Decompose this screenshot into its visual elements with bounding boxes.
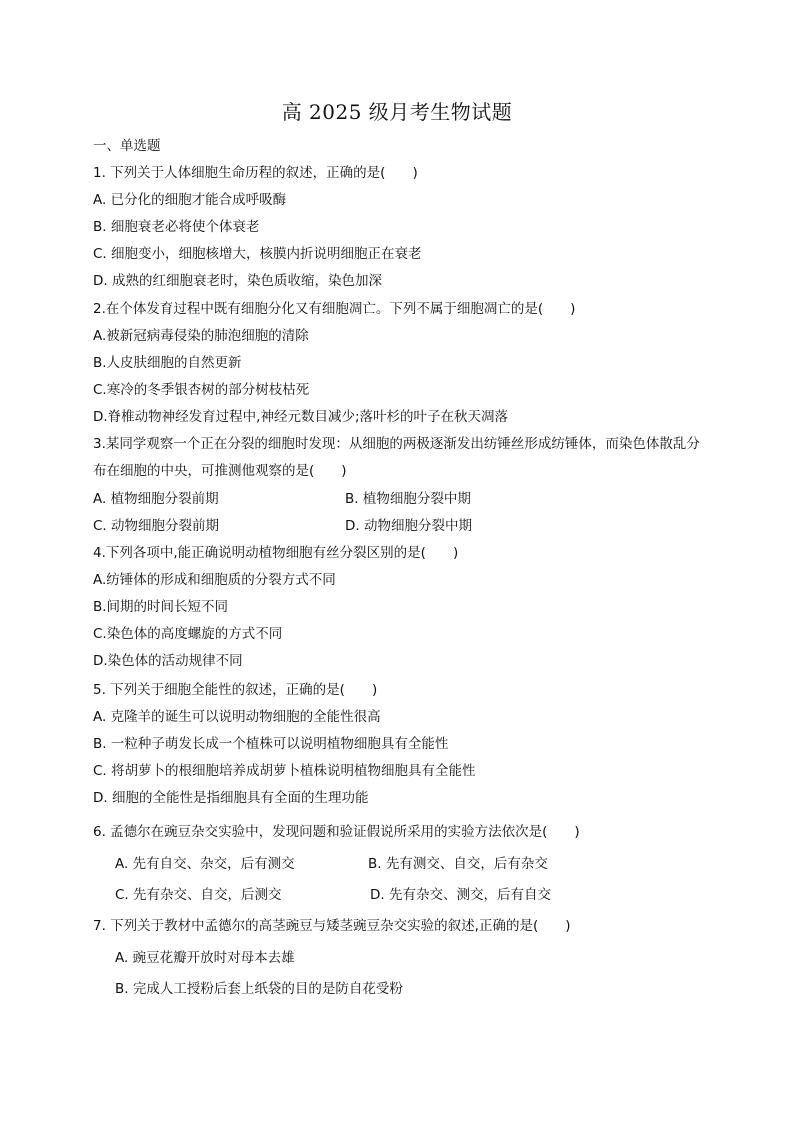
question-5-option-b: B. 一粒种子萌发长成一个植株可以说明植物细胞具有全能性 bbox=[93, 736, 449, 752]
question-6-stem: 6. 孟德尔在豌豆杂交实验中，发现问题和验证假说所采用的实验方法依次是( ) bbox=[93, 824, 580, 840]
question-7-option-a: A. 豌豆花瓣开放时对母本去雄 bbox=[115, 950, 295, 966]
exam-title: 高 2025 级月考生物试题 bbox=[281, 100, 513, 124]
question-1-option-c: C. 细胞变小，细胞核增大，核膜内折说明细胞正在衰老 bbox=[93, 246, 422, 262]
question-4-option-d: D.染色体的活动规律不同 bbox=[93, 653, 243, 669]
question-2-option-d: D.脊椎动物神经发育过程中,神经元数目减少;落叶杉的叶子在秋天凋落 bbox=[93, 409, 509, 425]
question-7-stem: 7. 下列关于教材中孟德尔的高茎豌豆与矮茎豌豆杂交实验的叙述,正确的是( ) bbox=[93, 918, 571, 934]
question-3-stem: 3.某同学观察一个正在分裂的细胞时发现：从细胞的两极逐渐发出纺锤丝形成纺锤体，而染色体散乱分布在细胞的中央，可推测他观察的是( ) bbox=[93, 436, 700, 479]
question-1-option-d: D. 成熟的红细胞衰老时，染色质收缩，染色加深 bbox=[93, 273, 382, 289]
question-3-option-d: D. 动物细胞分裂中期 bbox=[345, 518, 472, 534]
question-5-stem: 5. 下列关于细胞全能性的叙述，正确的是( ) bbox=[93, 682, 378, 698]
question-4-option-c: C.染色体的高度螺旋的方式不同 bbox=[93, 626, 283, 642]
question-2-option-c: C.寒冷的冬季银杏树的部分树枝枯死 bbox=[93, 382, 310, 398]
question-3-option-b: B. 植物细胞分裂中期 bbox=[345, 491, 471, 507]
question-5-option-a: A. 克隆羊的诞生可以说明动物细胞的全能性很高 bbox=[93, 709, 381, 725]
question-5-option-d: D. 细胞的全能性是指细胞具有全面的生理功能 bbox=[93, 790, 369, 806]
question-2-stem: 2.在个体发育过程中既有细胞分化又有细胞凋亡。下列不属于细胞凋亡的是( ) bbox=[93, 301, 576, 317]
question-6-option-b: B. 先有测交、自交，后有杂交 bbox=[368, 856, 548, 872]
question-4-option-a: A.纺锤体的形成和细胞质的分裂方式不同 bbox=[93, 572, 336, 588]
question-2-option-b: B.人皮肤细胞的自然更新 bbox=[93, 355, 242, 371]
question-7-option-b: B. 完成人工授粉后套上纸袋的目的是防自花受粉 bbox=[115, 981, 403, 997]
question-4-stem: 4.下列各项中,能正确说明动植物细胞有丝分裂区别的是( ) bbox=[93, 545, 459, 561]
question-5-option-c: C. 将胡萝卜的根细胞培养成胡萝卜植株说明植物细胞具有全能性 bbox=[93, 763, 476, 779]
question-1-option-b: B. 细胞衰老必将使个体衰老 bbox=[93, 219, 260, 235]
question-4-option-b: B.间期的时间长短不同 bbox=[93, 599, 229, 615]
question-3-option-a: A. 植物细胞分裂前期 bbox=[93, 491, 219, 507]
question-1-stem: 1. 下列关于人体细胞生命历程的叙述，正确的是( ) bbox=[93, 165, 418, 181]
question-6-option-a: A. 先有自交、杂交，后有测交 bbox=[115, 856, 295, 872]
section-heading: 一、单选题 bbox=[93, 138, 161, 154]
question-2-option-a: A.被新冠病毒侵染的肺泡细胞的清除 bbox=[93, 328, 309, 344]
question-1-option-a: A. 已分化的细胞才能合成呼吸酶 bbox=[93, 192, 287, 208]
question-6-option-d: D. 先有杂交、测交，后有自交 bbox=[370, 887, 551, 903]
question-3-option-c: C. 动物细胞分裂前期 bbox=[93, 518, 220, 534]
question-6-option-c: C. 先有杂交、自交，后测交 bbox=[115, 887, 282, 903]
